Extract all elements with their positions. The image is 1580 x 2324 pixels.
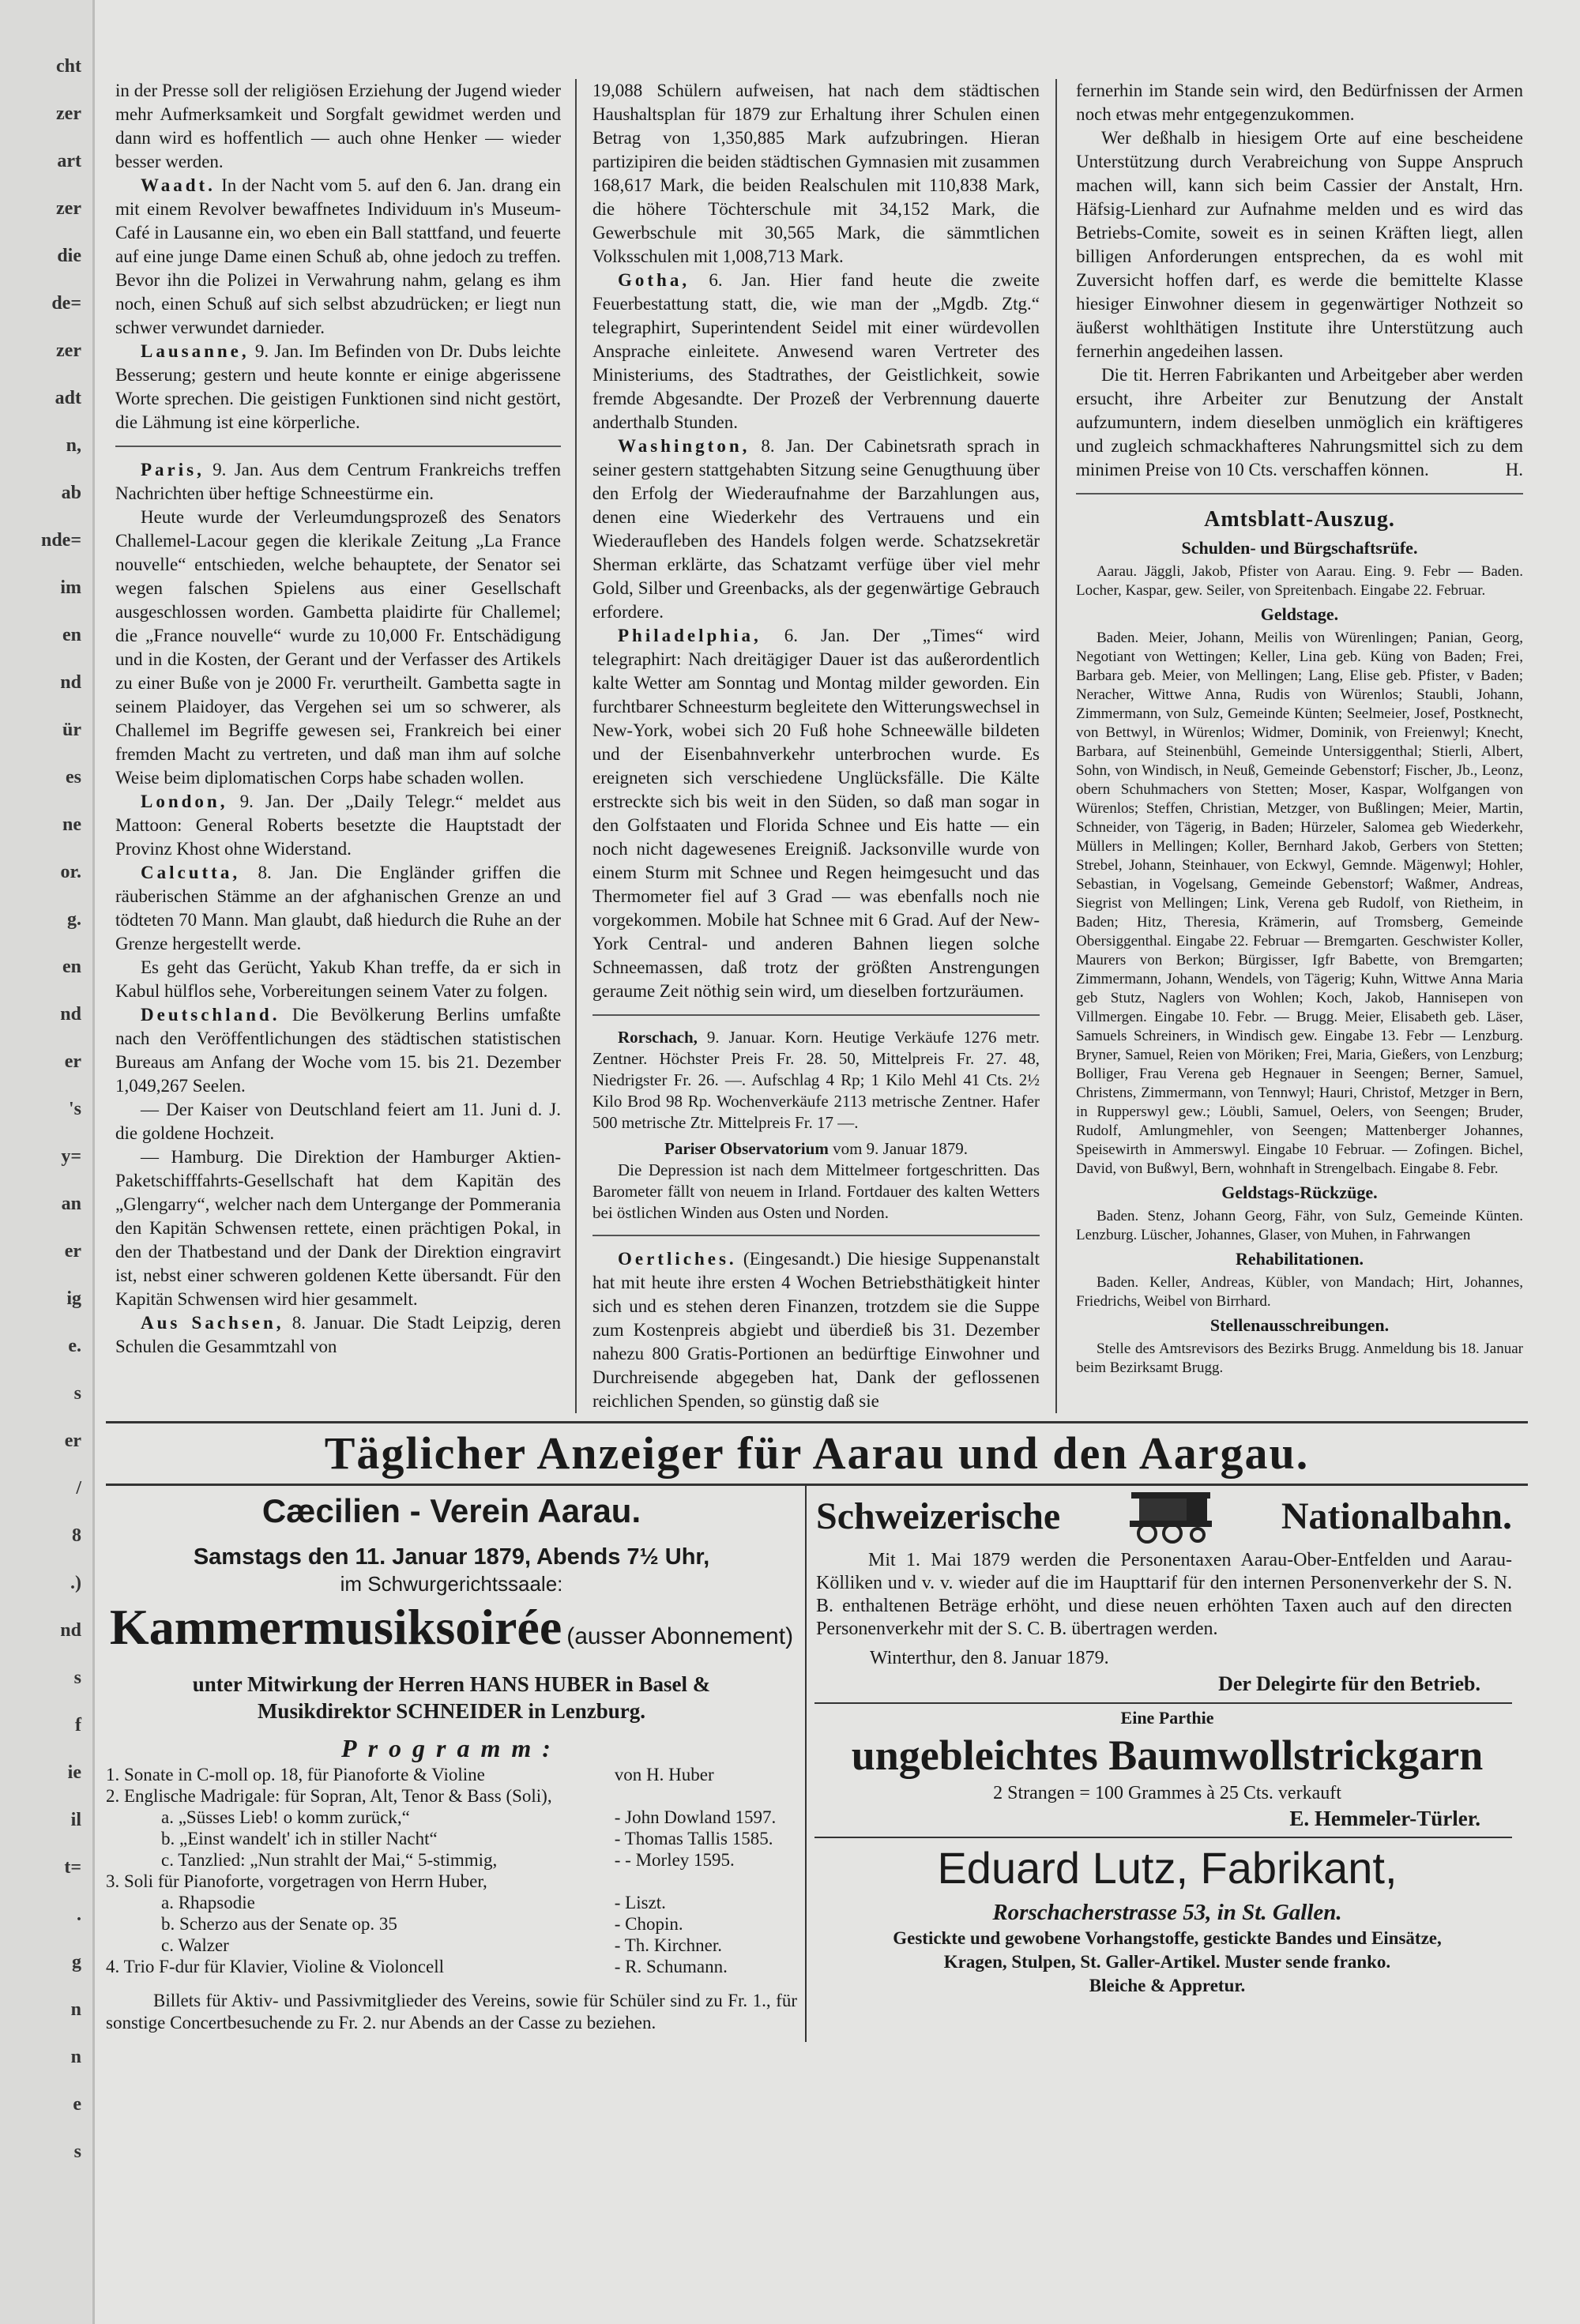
article-lead: London, [141, 792, 228, 811]
article-text: Die Bevölkerung Berlins umfaßte nach den Veröffentlichungen des städtischen statistischen Bureaus am Anfang der Woche vom 15. bis 21. Dezember 1,049,267 Seelen. [115, 1005, 562, 1096]
prev-page-fragment: nd [60, 1004, 81, 1025]
prev-page-fragment: n [70, 1999, 81, 2020]
program-row [106, 1913, 797, 1935]
local-news [592, 1247, 1040, 1413]
program-row [106, 1892, 797, 1913]
concert-event-note: (ausser Abonnement) [566, 1623, 794, 1649]
prev-page-fragment: an [61, 1194, 81, 1214]
prev-page-fragment: s [73, 1383, 81, 1404]
prev-page-fragment: ne [62, 814, 81, 835]
program-composer: von H. Huber [614, 1765, 714, 1784]
right-ads [805, 1486, 1528, 2042]
article-text: in der Presse soll der religiösen Erziehung der Jugend wieder mehr Aufmerksamkeit und Sorgfalt gewidmet werden und dann wird es hoffentlich — auch ohne Henker — wieder besser werden. [115, 81, 561, 171]
tickets-text: Billets für Aktiv- und Passivmitglieder des Vereins, sowie für Schüler sind zu Fr. 1., für sonstige Concertbesuchende zu Fr. 2. nur Abends an der Casse zu beziehen. [106, 1991, 797, 2033]
prev-page-fragment: er [64, 1241, 81, 1262]
program-item: b. „Einst wandelt' ich in stiller Nacht“ [161, 1829, 438, 1848]
prev-page-fragment: n, [66, 435, 81, 456]
article-text: 9. Jan. Der „Daily Telegr.“ meldet aus Mattoon: General Roberts besetzte die Hauptstadt der Provinz Khost ohne Widerstand. [115, 792, 562, 859]
article-paragraph [592, 624, 1040, 1003]
program-row [106, 1956, 797, 1977]
article-text: Wer deßhalb in hiesigem Orte auf eine bescheidene Unterstützung durch Verabreichung von Suppe Anspruch machen will, kann sich beim Cassier der Anstalt, Hrn. Häfsig-Lienhard zur Aufnahme melden und es wird das Betriebs-Comite, soweit es in seinen Kräften liegt, allen billigen Anforderungen entsprechen, da es wohl mit Zuversicht hoffen darf, es werde die bemittelte Klasse hiesiger Einwohner diesem in gegenwärtiger Nothzeit so äußerst wohlthätigen Institute ihre Unterstützung auch fernerhin angedeihen lassen. [1076, 128, 1523, 361]
article-paragraph [115, 1098, 561, 1145]
article-text: 8. Jan. Der Cabinetsrath sprach in seiner gestern stattgehabten Sitzung seine Genugthuung über den Erfolg der Wiederaufnahme der Barzahlungen aus, denen eine Wiederkehr des Vertrauens und ein Wiederaufleben des Handels folgen werde. Schatzsekretär Sherman erklärte, das Schatzamt verfüge über viel mehr Gold, Silber und Greenbacks, als der gegenwärtige Gebrauch erfordere. [592, 436, 1040, 622]
prev-page-fragment: en [62, 625, 81, 645]
program-item: 2. Englische Madrigale: für Sopran, Alt, Tenor & Bass (Soli), [106, 1786, 552, 1806]
amtsblatt-section [1076, 506, 1523, 1378]
local-lead: Oertliches. [618, 1249, 737, 1269]
article-text: — Hamburg. Die Direktion der Hamburger Aktien-Paketschifffahrts-Gesellschaft hat dem Kapitän des „Glengarry“, welcher nach dem Untergange der Pommerania den Kapitän Schwensen rettete, einen prächtigen Pokal, in den der Thatbestand und der Dank der Direktion eingravirt ist, nebst einer schweren goldenen Kette übersandt. Für den Kapitän Schwensen wird hier gesammelt. [115, 1147, 561, 1309]
yarn-title: ungebleichtes Baumwollstrickgarn [851, 1732, 1484, 1779]
article-lead: Washington, [618, 436, 750, 456]
article-paragraph [1076, 363, 1523, 482]
program-row [106, 1807, 797, 1828]
article-paragraph [115, 1311, 561, 1359]
article-paragraph [115, 79, 561, 174]
news-columns [106, 79, 1528, 1413]
lutz-goods-1: Gestickte und gewobene Vorhangstoffe, gestickte Bandes und Einsätze, [893, 1928, 1442, 1948]
observatory-heading [592, 1138, 1040, 1160]
local-text: (Eingesandt.) Die hiesige Suppenanstalt hat mit heute ihre ersten 4 Wochen Betriebsthätigkeit hinter sich und es stehen deren Finanzen, trotzdem sie die Suppe zum Kostenpreis abgiebt und überdieß bis 31. Dezember nahezu 800 Gratis-Portionen an bedürftige Einwohner und Durchreisende abgegeben hat, Dank der geflossenen reichlichen Spenden, so günstig daß sie [592, 1249, 1040, 1411]
locomotive-icon [1123, 1489, 1218, 1544]
prev-page-fragment: zer [56, 340, 81, 361]
divider [814, 1702, 1512, 1704]
article-text: Die tit. Herren Fabrikanten und Arbeitgeber aber werden ersucht, ihre Arbeiter zur Benutzung der Anstalt aufzumuntern, indem dieselben unmöglich ein kräftigeres und zugleich schmackhafteres Nahrungsmittel sich zu dem minimen Preise von 10 Cts. verschaffen können. [1076, 365, 1523, 479]
prev-page-fragment: .) [70, 1573, 81, 1593]
prev-page-fragment: e. [68, 1336, 81, 1356]
amtsblatt-heading: Geldstags-Rückzüge. [1221, 1183, 1378, 1202]
amtsblatt-title: Amtsblatt-Auszug. [1204, 507, 1395, 532]
article-paragraph [1076, 79, 1523, 126]
prev-page-fragment: g. [67, 909, 81, 930]
yarn-pre: Eine Parthie [1120, 1708, 1214, 1728]
article-text: 9. Jan. Im Befinden von Dr. Dubs leichte Besserung; gestern und heute konnte er einige abgerissene Worte sprechen. Die geistigen Funktionen sind nicht gestört, die Lähmung ist eine körperliche. [115, 341, 561, 432]
prev-page-fragment: g [72, 1952, 81, 1972]
article-lead: Deutschland. [141, 1005, 280, 1025]
article-text: Heute wurde der Verleumdungsprozeß des Senators Challemel-Lacour gegen die klerikale Zeitung „La France nouvelle“ entschieden, welche behauptete, der Senator sei wegen falschen Spielens aus einer Gesellschaft ausgeschlossen worden. Gambetta plaidirte für Challemel; die „France nouvelle“ wurde zu 10,000 Fr. Entschädigung und in die Kosten, der Gerant und der Verfasser des Artikels zu einer Buße von je 2000 Fr. verurtheilt. Gambetta sagte in seinem Plaidoyer, das Vergehen sei um so schwerer, als Challemel im Begriffe gewesen sei, Frankreich bei einer fremden Macht zu vertreten, und daß man ihm auf solche Weise beim diplomatischen Corps habe schaden wollen. [115, 507, 561, 788]
article-paragraph [115, 790, 561, 861]
masthead: Täglicher Anzeiger für Aarau und den Aargau. [106, 1421, 1528, 1486]
lutz-goods-2: Kragen, Stulpen, St. Galler-Artikel. Muster sende franko. [943, 1952, 1391, 1972]
lutz-address: Rorschacherstrasse 53, in St. Gallen. [992, 1900, 1342, 1925]
program-row [106, 1828, 797, 1849]
prev-page-fragment: nd [60, 1620, 81, 1641]
article-lead: Gotha, [618, 270, 690, 290]
program-composer: - - Morley 1595. [614, 1850, 735, 1870]
amtsblatt-text: Aarau. Jäggli, Jakob, Pfister von Aarau. Eing. 9. Febr — Baden. Locher, Kaspar, gew. Seiler, von Spreitenbach. Eingabe 22. Februar. [1076, 563, 1523, 599]
amtsblatt-text: Baden. Keller, Andreas, Kübler, von Mandach; Hirt, Johannes, Friedrichs, Weibel von Birrhard. [1076, 1274, 1523, 1310]
prev-page-fragment: de= [51, 293, 81, 314]
prev-page-fragment: e [73, 2094, 81, 2115]
prev-page-fragment: ab [61, 483, 81, 503]
amtsblatt-heading: Geldstage. [1260, 604, 1339, 624]
prev-page-fragment: er [64, 1431, 81, 1451]
lutz-title: Eduard Lutz, Fabrikant, [937, 1843, 1398, 1893]
observatory-text: Die Depression ist nach dem Mittelmeer fortgeschritten. Das Barometer fällt von neuem in Irland. Fortdauer des kalten Wetters bei östlichen Winden aus Osten und Norden. [592, 1160, 1040, 1222]
program-composer [608, 1871, 797, 1892]
column-1 [106, 79, 577, 1413]
prev-page-fragment: f [75, 1715, 81, 1735]
prev-page-fragment: nde= [40, 530, 81, 551]
program-row [106, 1764, 797, 1785]
article-paragraph [115, 861, 561, 956]
program-composer: - Chopin. [614, 1914, 683, 1934]
article-paragraph [115, 506, 561, 790]
divider [592, 1235, 1040, 1236]
program-item: 3. Soli für Pianoforte, vorgetragen von Herrn Huber, [106, 1871, 487, 1891]
program-item: c. Walzer [161, 1935, 229, 1955]
prev-page-fragment: y= [61, 1146, 81, 1167]
article-text: 19,088 Schülern aufweisen, hat nach dem städtischen Haushaltsplan für 1879 zur Erhaltung ihrer Schulen einen Betrag von 1,350,885 Mark aufzubringen. Hieran partizipiren die beiden städtischen Gymnasien mit zusammen 168,617 Mark, die beiden Realschulen mit 110,838 Mark, die höhere Töchterschule mit 34,152 Mark, die Gewerbschule mit 30,565 Mark, die sämmtlichen Volksschulen mit 1,008,713 Mark. [592, 81, 1040, 266]
article-paragraph [1076, 126, 1523, 363]
yarn-price: 2 Strangen = 100 Grammes à 25 Cts. verkauft [993, 1783, 1341, 1803]
lutz-goods-3: Bleiche & Appretur. [1089, 1976, 1246, 1995]
divider [115, 446, 561, 447]
program-item: 4. Trio F-dur für Klavier, Violine & Violoncell [106, 1957, 444, 1976]
divider [1076, 493, 1523, 495]
prev-page-fragment: zer [56, 103, 81, 124]
prev-page-fragment: ig [66, 1288, 81, 1309]
observatory-title: Pariser Observatorium [664, 1139, 829, 1158]
yarn-seller: E. Hemmeler-Türler. [1289, 1807, 1480, 1830]
article-text: Es geht das Gerücht, Yakub Khan treffe, da er sich in Kabul hülflos sehe, Vorbereitungen seinem Vater zu folgen. [115, 957, 561, 1001]
divider [592, 1014, 1040, 1016]
amtsblatt-text: Stelle des Amtsrevisors des Bezirks Brugg. Anmeldung bis 18. Januar beim Bezirksamt Brugg. [1076, 1341, 1523, 1376]
article-text: 8. Januar. Die Stadt Leipzig, deren Schulen die Gesammtzahl von [115, 1313, 561, 1356]
prev-page-fragment: adt [55, 388, 81, 408]
program-composer: - John Dowland 1597. [614, 1807, 777, 1827]
program-row [106, 1849, 797, 1871]
program-row [106, 1871, 797, 1892]
article-lead: Philadelphia, [618, 626, 762, 645]
market-lead: Rorschach, [618, 1028, 698, 1047]
concert-ad [106, 1486, 805, 2042]
concert-title: Cæcilien - Verein Aarau. [261, 1492, 641, 1529]
railway-ad-title [807, 1486, 1528, 1544]
railway-signature: Der Delegirte für den Betrieb. [1218, 1672, 1480, 1695]
program-row [106, 1935, 797, 1956]
prev-page-fragment: art [57, 151, 81, 171]
concert-event [106, 1598, 797, 1671]
article-text: — Der Kaiser von Deutschland feiert am 11. Juni d. J. die goldene Hochzeit. [115, 1100, 561, 1143]
article-lead: Waadt. [141, 175, 216, 195]
prev-page-fragment: 8 [72, 1525, 81, 1546]
prev-page-fragment: 's [68, 1099, 81, 1119]
concert-performers-2: Musikdirektor SCHNEIDER in Lenzburg. [257, 1699, 646, 1723]
program-composer: - Liszt. [614, 1893, 666, 1912]
program-row [106, 1785, 797, 1807]
prev-page-fragment: en [62, 957, 81, 977]
article-text: fernerhin im Stande sein wird, den Bedürfnissen der Armen noch etwas mehr entgegenzukommen. [1076, 81, 1523, 124]
concert-venue: im Schwurgerichtssaale: [340, 1572, 563, 1596]
prev-page-fragment: / [76, 1478, 81, 1499]
prev-page-fragment: . [77, 1905, 81, 1925]
prev-page-fragment: or. [60, 862, 81, 882]
prev-page-fragment: cht [56, 56, 81, 77]
article-lead: Paris, [141, 460, 205, 479]
program-composer: - Th. Kirchner. [614, 1935, 723, 1955]
prev-page-fragment: s [73, 1668, 81, 1688]
article-paragraph [115, 1003, 561, 1098]
prev-page-fragment: n [70, 2047, 81, 2067]
article-text: 6. Jan. Der „Times“ wird telegraphirt: Nach dreitägiger Dauer ist das außerordentlich kalte Wetter am Sonntag und Montag milder geworden. Ein furchtbarer Schneesturm begleitete den Witterungswechsel in New-York, wobei sich 20 Fuß hohe Schneewälle bildeten und der Eisenbahnverkehr unterbrochen wurde. Es ereigneten sich verschiedene Unglücksfälle. Die Kälte erstreckte sich bis weit in den Süden, so daß man sogar in den Golfstaaten und Florida Schnee und Eis hatte — ein noch nicht dagewesenes Ereigniß. Jacksonville wurde von einem Sturm mit Schnee und Regen heimgesucht und das Thermometer fiel auf 3 Grad — was ebenfalls noch nie vorgekommen. Mobile hat Schnee mit 6 Grad. Auf der New-York Central- und anderen Bahnen liegen solche Schneemassen, daß trotz der größten Anstrengungen geraume Zeit nöthig sein wird, um dieselben fortzuräumen. [592, 626, 1040, 1001]
program-composer: - Thomas Tallis 1585. [614, 1829, 773, 1848]
column-2 [577, 79, 1057, 1413]
article-paragraph [592, 79, 1040, 269]
market-text: 9. Januar. Korn. Heutige Verkäufe 1276 metr. Zentner. Höchster Preis Fr. 28. 50, Mittelpreis Fr. 27. 48, Niedrigster Fr. 26. —. Aufschlag 4 Rp; 1 Kilo Mehl 41 Cts. 2½ Kilo Brod 98 Rp. Wochenverkäufe 2113 metrische Zentner. Hafer 500 metrische Ztr. Mittelpreis Fr. 17 —. [592, 1028, 1040, 1132]
article-lead: Lausanne, [141, 341, 250, 361]
program-composer: - R. Schumann. [614, 1957, 728, 1976]
amtsblatt-text: Baden. Meier, Johann, Meilis von Würenlingen; Panian, Georg, Negotiant von Wettingen; Keller, Lina geb. Küng von Baden; Frei, Barbara geb. Meier, von Mellingen; Lang, Elise geb. Pfister, v Baden; Neracher, Wittwe Anna, Rudis von Würenlos; Staubli, Johann, Zimmermann, von Sulz, Gemeinde Künten; Seelmeier, Josef, Postknecht, von Bettwyl, in Würenlos; Widmer, Dominik, von Freienwyl; Knecht, Barbara, auf Steinenbühl, Gemeinde Untersiggenthal; Stierli, Albert, Sohn, von Windisch, in Neuß, Gemeinde Gebenstorf; Fischer, Jb., Leonz, obern Schuhmachers von Stetten; Moser, Kaspar, Wolfgangen von Würenlos; Steffen, Christian, Metzger, von Bußlingen; Meier, Martin, Schneider, von Tägerig, in Baden; Hürzeler, Salomea geb Wiederkehr, Müllers in Mellingen; Koller, Bernhard Jakob, Gerbers von Stetten; Strebel, Johann, Steinhauer, von Eckwyl, Gemnde. Mägenwyl; Hohler, Sebastian, in Vogelsang, Gemeinde Gebenstorf; Waßmer, Andreas, Siegrist von Mellingen; Link, Verena geb Rudolf, von Rietheim, in Baden; Hitz, Theresia, Krämerin, auf Tromsberg, Gemeinde Obersiggenthal. Eingabe 22. Februar — Bremgarten. Geschwister Koller, Maurers von Berkon; Bürgisser, Igfr Babette, von Bremgarten; Zimmermann, Johann, Wendels, von Tägerig; Kuhn, Wittwe Anna Maria geb Stutz, Naglers von Wohlen; Koch, Jakob, Hannisepen von Villmergen. Eingabe 10. Febr. — Brugg. Meier, Elisabeth geb. Läser, Samuels Schreiners, in Windisch gew. Eingabe 13. Febr — Lenzburg. Bryner, Samuel, Reien von Möriken; Frei, Maria, Gießers, von Lenzburg; Bolliger, Frau Verena geb Hegnauer in Seengen; Berner, Samuel, Christens, Zimmermann, von Tennwyl; Hauri, Christof, Metzger in Bern, in Rupperswyl gew.; Löubli, Samuel, Oelers, von Seengen; Bruder, Rudolf, Amlungmehler, von Seengen; Mattenberger Johannes, Speisewirth in Ammerswyl. Eingabe 10 Februar. — Zofingen. Bichel, David, von Bußwyl, Bern, wohnhaft in Strengelbach. Eingabe 8. Febr. [1076, 630, 1523, 1177]
prev-page-fragment: es [66, 767, 81, 788]
prev-page-fragment: t= [64, 1857, 81, 1878]
program-table [106, 1764, 797, 1977]
article-lead: Calcutta, [141, 863, 241, 882]
newspaper-page [106, 0, 1528, 2042]
railway-title-left: Schweizerische [816, 1495, 1061, 1537]
railway-text: Mit 1. Mai 1879 werden die Personentaxen Aarau-Ober-Entfelden und Aarau-Kölliken und v. v. wieder auf die im Haupttarif für den internen Personenverkehr der S. N. B. enthaltenen Beträge erhöht, und diese neuen erhöhten Taxen auch auf den directen Personenverkehr mit der S. C. B. übertragen werden. [816, 1550, 1512, 1639]
concert-event-name: Kammermusiksoirée [109, 1599, 562, 1655]
advertisements [106, 1486, 1528, 2042]
amtsblatt-text: Baden. Stenz, Johann Georg, Fähr, von Sulz, Gemeinde Künten. Lenzburg. Lüscher, Johannes, Glaser, von Muhen, in Fahrwangen [1076, 1208, 1523, 1243]
market-report [592, 1027, 1040, 1134]
article-paragraph [115, 956, 561, 1003]
program-item: 1. Sonate in C-moll op. 18, für Pianoforte & Violine [106, 1765, 485, 1784]
article-text: 8. Jan. Die Engländer griffen die räuberischen Stämme an der afghanischen Grenze an und tödteten 70 Mann. Man glaubt, daß hiedurch die Ruhe an der Grenze hergestellt werde. [115, 863, 561, 953]
article-lead: Aus Sachsen, [141, 1313, 284, 1333]
article-text: 6. Jan. Hier fand heute die zweite Feuerbestattung statt, die, wie man der „Mgdb. Ztg.“ telegraphirt, Superintendent Seidel mit einer würdevollen Ansprache einleitete. Anwesend waren Vertreter des Ministeriums, des Stadtrathes, der Geistlichkeit, sowie fremde Abgesandte. Der Prozeß der Verbrennung dauerte anderthalb Stunden. [592, 270, 1040, 432]
railway-date: Winterthur, den 8. Januar 1879. [870, 1648, 1109, 1668]
concert-date: Samstags den 11. Januar 1879, Abends 7½ Uhr, [193, 1544, 710, 1570]
program-item: b. Scherzo aus der Senate op. 35 [161, 1914, 397, 1934]
prev-page-fragment: die [57, 246, 81, 266]
article-text: In der Nacht vom 5. auf den 6. Jan. drang ein mit einem Revolver bewaffnetes Individuum in's Museum-Café in Lausanne ein, wo eben ein Ball stattfand, und feuerte auf eine junge Dame einen Schuß ab, ohne jedoch zu treffen. Bevor ihn die Polizei in Verwahrung nahm, gelang es ihm noch, einen Schuß auf sich selbst abzudrücken; er liegt nun schwer verwundet darnieder. [115, 175, 562, 337]
amtsblatt-heading: Stellenausschreibungen. [1209, 1315, 1390, 1335]
article-paragraph [115, 1145, 561, 1311]
prev-page-fragment: nd [60, 672, 81, 693]
railway-title-right: Nationalbahn. [1281, 1495, 1512, 1537]
prev-page-fragment: il [70, 1810, 81, 1830]
prev-page-fragment: s [73, 2142, 81, 2162]
divider [814, 1837, 1512, 1838]
amtsblatt-heading: Rehabilitationen. [1236, 1249, 1364, 1269]
column-3 [1057, 79, 1528, 1413]
program-composer [608, 1785, 797, 1807]
program-item: a. „Süsses Lieb! o komm zurück,“ [161, 1807, 410, 1827]
prev-page-fragment: im [60, 577, 81, 598]
prev-page-fragment: zer [56, 198, 81, 219]
program-item: a. Rhapsodie [161, 1893, 255, 1912]
prev-page-fragment: er [64, 1051, 81, 1072]
observatory-date: vom 9. Januar 1879. [833, 1139, 968, 1158]
article-text: 9. Jan. Aus dem Centrum Frankreichs treffen Nachrichten über heftige Schneestürme ein. [115, 460, 562, 503]
program-item: c. Tanzlied: „Nun strahlt der Mai,“ 5-stimmig, [161, 1850, 498, 1870]
article-signature: H. [1505, 460, 1523, 479]
article-paragraph [115, 458, 561, 506]
article-paragraph [592, 269, 1040, 434]
prev-page-fragment: ür [62, 720, 81, 740]
amtsblatt-heading: Schulden- und Bürgschaftsrüfe. [1181, 538, 1418, 558]
prev-page-fragment: ie [67, 1762, 81, 1783]
program-label: Programm: [341, 1734, 562, 1762]
previous-page-edge [0, 0, 95, 2324]
concert-performers-1: unter Mitwirkung der Herren HANS HUBER in Basel & [192, 1672, 711, 1696]
article-paragraph [592, 434, 1040, 624]
article-paragraph [115, 340, 561, 434]
article-paragraph [115, 174, 561, 340]
